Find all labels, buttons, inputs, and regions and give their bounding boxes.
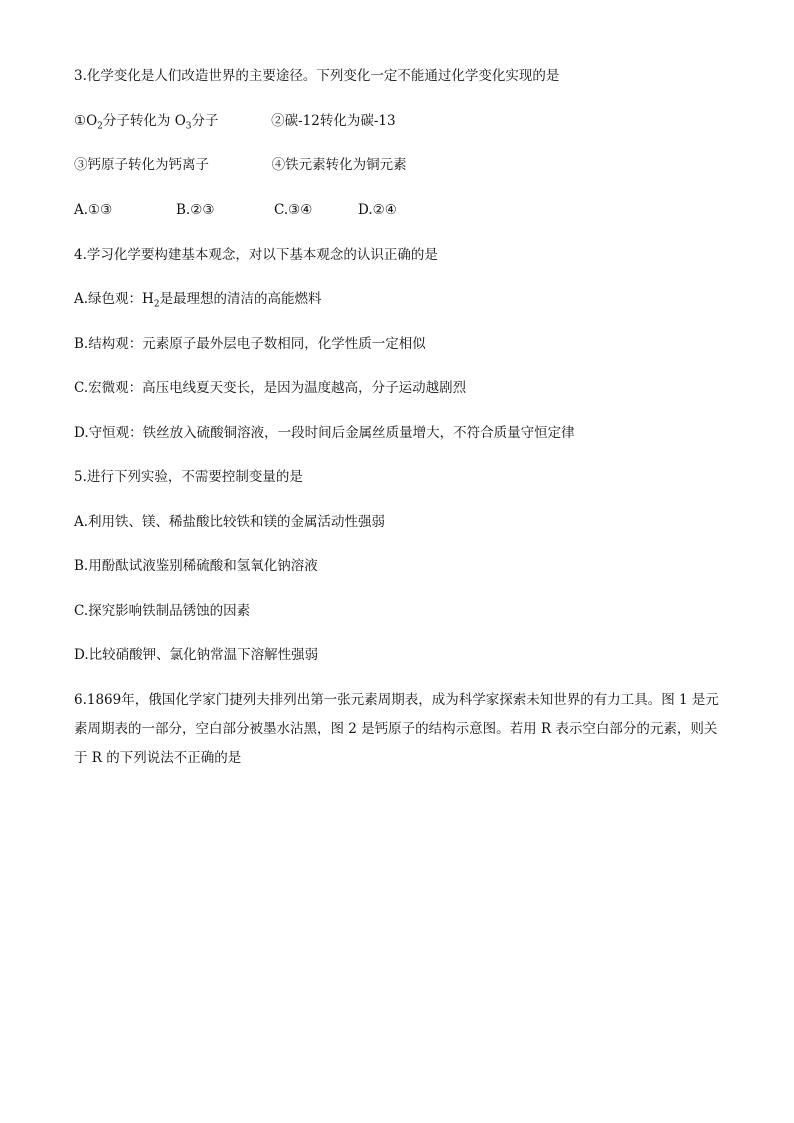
q5-option-a: A.利用铁、镁、稀盐酸比较铁和镁的金属活动性强弱 — [74, 514, 386, 530]
q3-item-2: ②碳-12转化为碳-13 — [271, 113, 396, 129]
q4-option-c: C.宏微观：高压电线夏天变长，是因为温度越高，分子运动越剧烈 — [74, 380, 467, 396]
q5-option-b: B.用酚酞试液鉴别稀硫酸和氢氧化钠溶液 — [74, 558, 318, 574]
q5-stem: 5.进行下列实验，不需要控制变量的是 — [74, 469, 303, 485]
q3-item-row-1 — [74, 112, 396, 130]
q3-item-4: ④铁元素转化为铜元素 — [271, 157, 407, 173]
q3-option-b: B.②③ — [176, 202, 215, 218]
q6-stem: 6.1869年，俄国化学家门捷列夫排列出第一张元素周期表，成为科学家探索未知世界的有力工具。图 1 是元素周期表的一部分，空白部分被墨水沾黑，图 2 是钙原子的结构示意图。若用 R 表示空白部分的元素，则关于 R 的下列说法不正确的是 — [74, 692, 719, 766]
q3-stem: 3.化学变化是人们改造世界的主要途径。下列变化一定不能通过化学变化实现的是 — [74, 68, 560, 84]
q5-option-c: C.探究影响铁制品锈蚀的因素 — [74, 603, 251, 619]
q5-option-d: D.比较硝酸钾、氯化钠常温下溶解性强弱 — [74, 647, 319, 663]
q3-item-1: $①O_2$分子转化为 $O_3$分子 — [74, 113, 219, 132]
q3-option-a: A.①③ — [74, 202, 113, 218]
q4-stem: 4.学习化学要构建基本观念，对以下基本观念的认识正确的是 — [74, 247, 438, 263]
q3-item-3: ③钙原子转化为钙离子 — [74, 157, 209, 173]
q4-option-a: A.绿色观：$H_2$是最理想的清洁的高能燃料 — [74, 291, 322, 310]
q4-option-d: D.守恒观：铁丝放入硫酸铜溶液，一段时间后金属丝质量增大，不符合质量守恒定律 — [74, 425, 575, 441]
q3-options — [74, 201, 397, 219]
q3-item-row-2 — [74, 156, 407, 174]
q3-option-d: D.②④ — [358, 202, 397, 218]
q3-option-c: C.③④ — [274, 202, 313, 218]
q4-option-b: B.结构观：元素原子最外层电子数相同，化学性质一定相似 — [74, 336, 426, 352]
